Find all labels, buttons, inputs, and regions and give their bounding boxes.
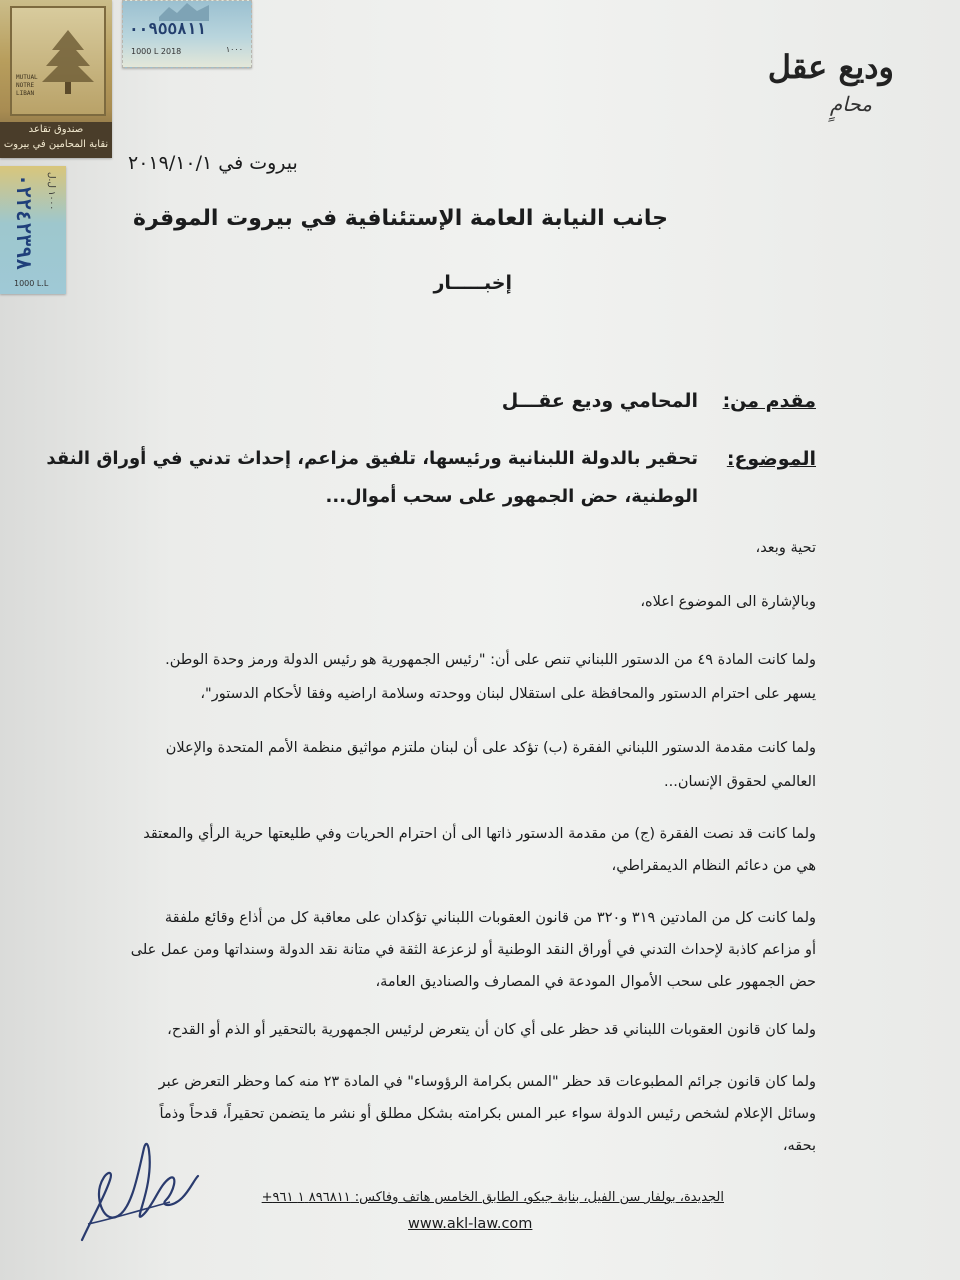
handwritten-signature <box>74 1128 214 1248</box>
from-label: مقدم من: <box>722 390 816 412</box>
stamp-value-left <box>131 47 181 56</box>
side-stamp-value-latin: 1000 L.L <box>14 279 49 288</box>
paragraph-1-line-1: ولما كانت المادة ٤٩ من الدستور اللبناني تنص على أن: "رئيس الجمهورية هو رئيس الدولة ورمز وحدة الوطن. <box>165 652 816 668</box>
cedar-tree-icon <box>38 26 98 96</box>
side-stamp-value: ١٠٠٠ ل.ل <box>46 172 56 211</box>
stamp-value-left-text: 1000 L <box>131 47 159 56</box>
stamp-frame <box>10 6 106 116</box>
revenue-stamp-bar-association <box>0 0 112 158</box>
paragraph-5-line-1: ولما كان قانون العقوبات اللبناني قد حظر على أي كان أن يتعرض لرئيس الجمهورية بالتحقير أو الذم أو القدح، <box>167 1022 816 1038</box>
from-value: المحامي وديع عقـــل <box>501 390 698 412</box>
letterhead-title: محامٍ <box>829 92 872 116</box>
paragraph-2-line-2: العالمي لحقوق الإنسان... <box>664 774 816 790</box>
side-stamp-serial: ٠٢٢٤٢٣٩٨ <box>12 174 36 271</box>
stamp-serial-number: ٠٠٩٥٥٨١١ <box>129 19 207 38</box>
paragraph-1-line-2: يسهر على احترام الدستور والمحافظة على استقلال لبنان ووحدته وسلامة اراضيه وفقا لأحكام الدستور"، <box>200 686 816 702</box>
stamp-value-right: ١٠٠٠ <box>225 45 243 54</box>
addressee-heading: جانب النيابة العامة الإستئنافية في بيروت الموقرة <box>133 206 668 231</box>
subject-label: الموضوع: <box>726 448 816 470</box>
footer-website-link[interactable]: www.akl-law.com <box>408 1216 533 1232</box>
paragraph-6-line-2: وسائل الإعلام لشخص رئيس الدولة سواء عبر المس بكرامته بشكل مطلق أو نشر ما يتضمن تحقيراً، قدحاً وذماً <box>159 1106 816 1122</box>
greeting: تحية وبعد، <box>755 540 816 556</box>
stamp-caption-line-2: نقابة المحامين في بيروت <box>3 139 109 150</box>
paragraph-6-line-3: بحقه، <box>782 1138 816 1154</box>
paragraph-3-line-1: ولما كانت قد نصت الفقرة (ج) من مقدمة الدستور ذاتها الى أن احترام الحريات وفي طليعتها حرية الرأي والمعتقد <box>143 826 816 842</box>
stamp-caption <box>0 122 112 158</box>
stamp-latin-text: MUTUAL NOTRE LIBAN <box>16 74 38 97</box>
paragraph-4-line-3: حض الجمهور على سحب الأموال المودعة في المصارف والصناديق العامة، <box>375 974 816 990</box>
reference-line: وبالإشارة الى الموضوع اعلاه، <box>640 594 816 610</box>
fiscal-stamp-side <box>0 166 66 294</box>
paragraph-4-line-1: ولما كانت كل من المادتين ٣١٩ و٣٢٠ من قانون العقوبات اللبناني تؤكدان على معاقبة كل من أذاع وقائع ملفقة <box>164 910 816 926</box>
stamp-landscape-icon <box>159 1 209 21</box>
fiscal-stamp-top <box>122 0 252 68</box>
stamp-caption-line-1: صندوق تقاعد <box>28 124 84 135</box>
paragraph-3-line-2: هي من دعائم النظام الديمقراطي، <box>611 858 816 874</box>
document-type: إخبـــــار <box>433 272 512 294</box>
stamp-year: 2018 <box>160 47 182 56</box>
subject-line-2: الوطنية، حض الجمهور على سحب أموال... <box>325 486 698 507</box>
paragraph-4-line-2: أو مزاعم كاذبة لإحداث التدني في أوراق النقد الوطنية أو لزعزعة الثقة في متانة نقد الدولة وسنداتها ومن عمل على <box>130 942 816 958</box>
footer-address: الجديدة، بولفار سن الفيل، بناية جيكو، الطابق الخامس هاتف وفاكس: ٨٩٦٨١١ ١ ٩٦١+ <box>261 1190 724 1205</box>
paragraph-2-line-1: ولما كانت مقدمة الدستور اللبناني الفقرة (ب) تؤكد على أن لبنان ملتزم مواثيق منظمة الأمم المتحدة والإعلان <box>165 740 816 756</box>
subject-line-1: تحقير بالدولة اللبنانية ورئيسها، تلفيق مزاعم، إحداث تدني في أوراق النقد <box>46 448 698 469</box>
letterhead-name: وديع عقل <box>767 48 894 86</box>
letter-date: بيروت في ٢٠١٩/١٠/١ <box>128 152 298 174</box>
paragraph-6-line-1: ولما كان قانون جرائم المطبوعات قد حظر "المس بكرامة الرؤوساء" في المادة ٢٣ منه كما وحظر التعرض عبر <box>158 1074 816 1090</box>
